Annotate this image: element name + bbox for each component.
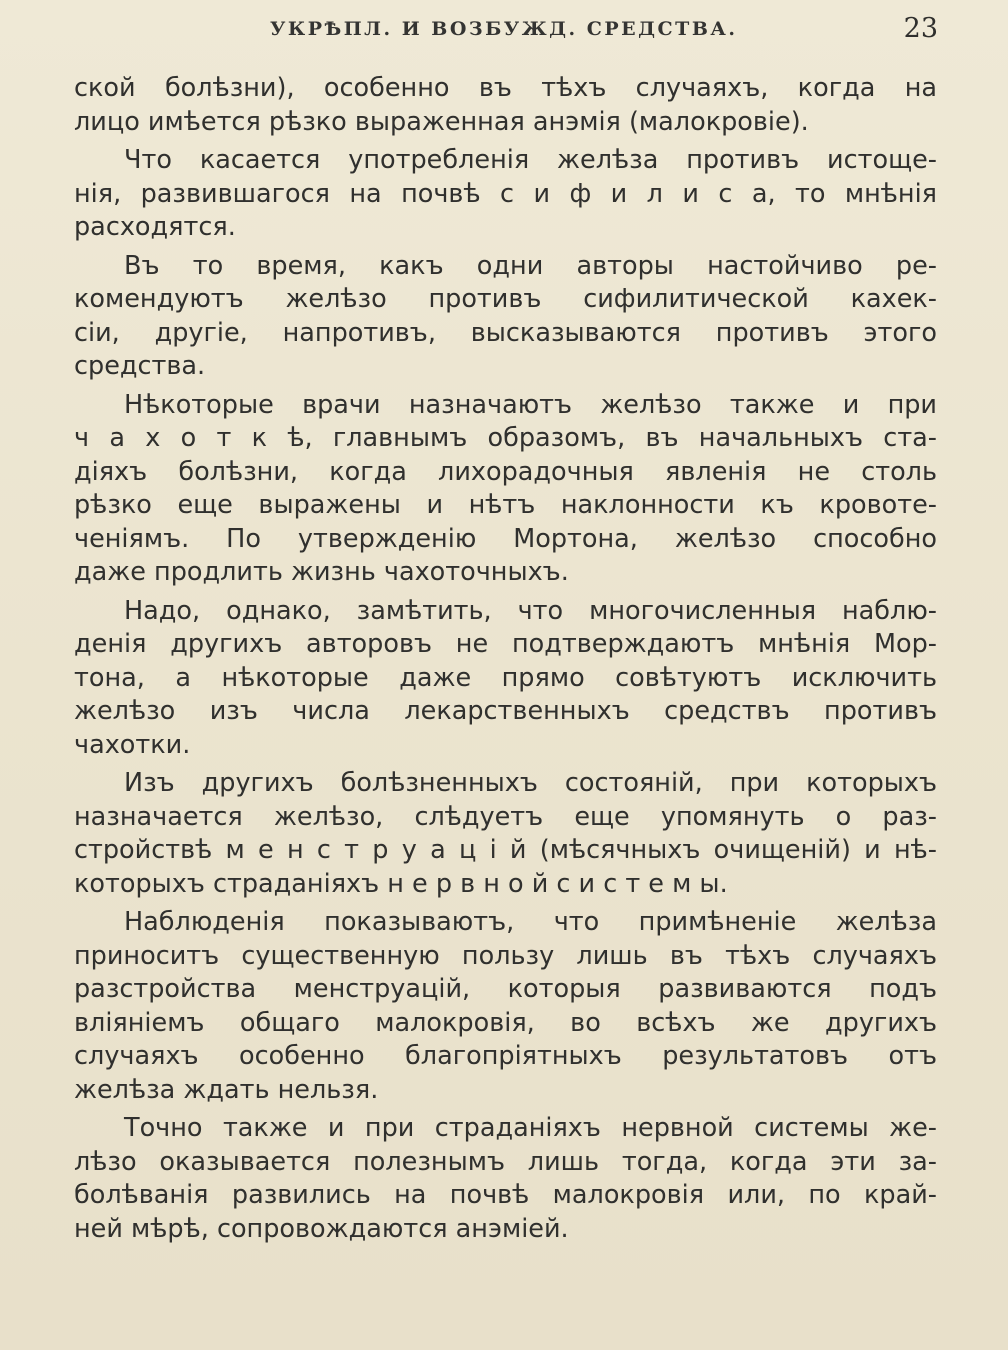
- text-line: желѣзо изъ числа лекарственныхъ средствъ противъ: [74, 696, 937, 726]
- text-line: стройствѣ м е н с т р у а ц і й (мѣсячныхъ очищеній) и нѣ-: [74, 835, 937, 865]
- text-line: Что касается употребленія желѣза противъ истоще-: [124, 145, 937, 175]
- text-line: нія, развившагося на почвѣ с и ф и л и с а, то мнѣнія: [74, 178, 937, 209]
- text-line: Изъ другихъ болѣзненныхъ состояній, при которыхъ: [124, 768, 937, 798]
- body-text: [74, 72, 937, 1246]
- text-line: средства.: [74, 351, 206, 381]
- text-line: Наблюденія показываютъ, что примѣненіе желѣза: [124, 907, 937, 937]
- text-line: болѣванія развились на почвѣ малокровія или, по край-: [74, 1180, 937, 1210]
- paragraph: [74, 595, 937, 763]
- text-line: ченіямъ. По утвержденію Мортона, желѣзо способно: [74, 523, 937, 554]
- text-line: тона, а нѣкоторые даже прямо совѣтуютъ исключить: [74, 662, 937, 693]
- page-number: 23: [903, 13, 938, 44]
- running-title: УКРѢПЛ. И ВОЗБУЖД. СРЕДСТВА.: [270, 18, 738, 40]
- paragraph: [74, 906, 937, 1107]
- text-line: ч а х о т к ѣ, главнымъ образомъ, въ начальныхъ ста-: [74, 423, 937, 453]
- text-line: даже продлить жизнь чахоточныхъ.: [74, 557, 569, 587]
- paragraph: [74, 144, 937, 245]
- text-line: лицо имѣется рѣзко выраженная анэмія (малокровіе).: [74, 106, 809, 137]
- text-line: лѣзо оказывается полезнымъ лишь тогда, когда эти за-: [74, 1146, 937, 1177]
- text-line: расходятся.: [74, 212, 236, 242]
- paragraph: [74, 72, 937, 139]
- text-line: Надо, однако, замѣтить, что многочисленныя наблю-: [124, 595, 937, 626]
- paragraph: [74, 1112, 937, 1246]
- text-line: чахотки.: [74, 729, 191, 760]
- text-line: случаяхъ особенно благопріятныхъ результатовъ отъ: [74, 1041, 937, 1071]
- text-line: вліяніемъ общаго малокровія, во всѣхъ же другихъ: [74, 1007, 937, 1038]
- text-line: назначается желѣзо, слѣдуетъ еще упомянуть о раз-: [74, 801, 937, 832]
- text-line: приноситъ существенную пользу лишь въ тѣхъ случаяхъ: [74, 940, 937, 971]
- text-line: діяхъ болѣзни, когда лихорадочныя явленія не столь: [74, 456, 937, 487]
- text-line: желѣза ждать нельзя.: [74, 1074, 379, 1105]
- paragraph: [74, 389, 937, 590]
- text-line: Нѣкоторые врачи назначаютъ желѣзо также и при: [124, 389, 937, 420]
- text-line: денія другихъ авторовъ не подтверждаютъ мнѣнія Мор-: [74, 629, 937, 659]
- running-header: [0, 14, 1008, 48]
- text-line: рѣзко еще выражены и нѣтъ наклонности къ кровоте-: [74, 490, 937, 520]
- text-line: разстройства менструацій, которыя развиваются подъ: [74, 974, 937, 1004]
- text-line: ней мѣрѣ, сопровождаются анэміей.: [74, 1213, 569, 1244]
- text-line: сіи, другіе, напротивъ, высказываются противъ этого: [74, 317, 937, 348]
- text-line: Въ то время, какъ одни авторы настойчиво ре-: [124, 250, 937, 281]
- text-line: Точно также и при страданіяхъ нервной системы же-: [124, 1113, 937, 1143]
- text-line: ской болѣзни), особенно въ тѣхъ случаяхъ, когда на: [74, 73, 937, 103]
- text-line: которыхъ страданіяхъ н е р в н о й с и с т е м ы.: [74, 868, 728, 899]
- text-line: комендуютъ желѣзо противъ сифилитической кахек-: [74, 284, 937, 314]
- paragraph: [74, 767, 937, 901]
- paragraph: [74, 250, 937, 384]
